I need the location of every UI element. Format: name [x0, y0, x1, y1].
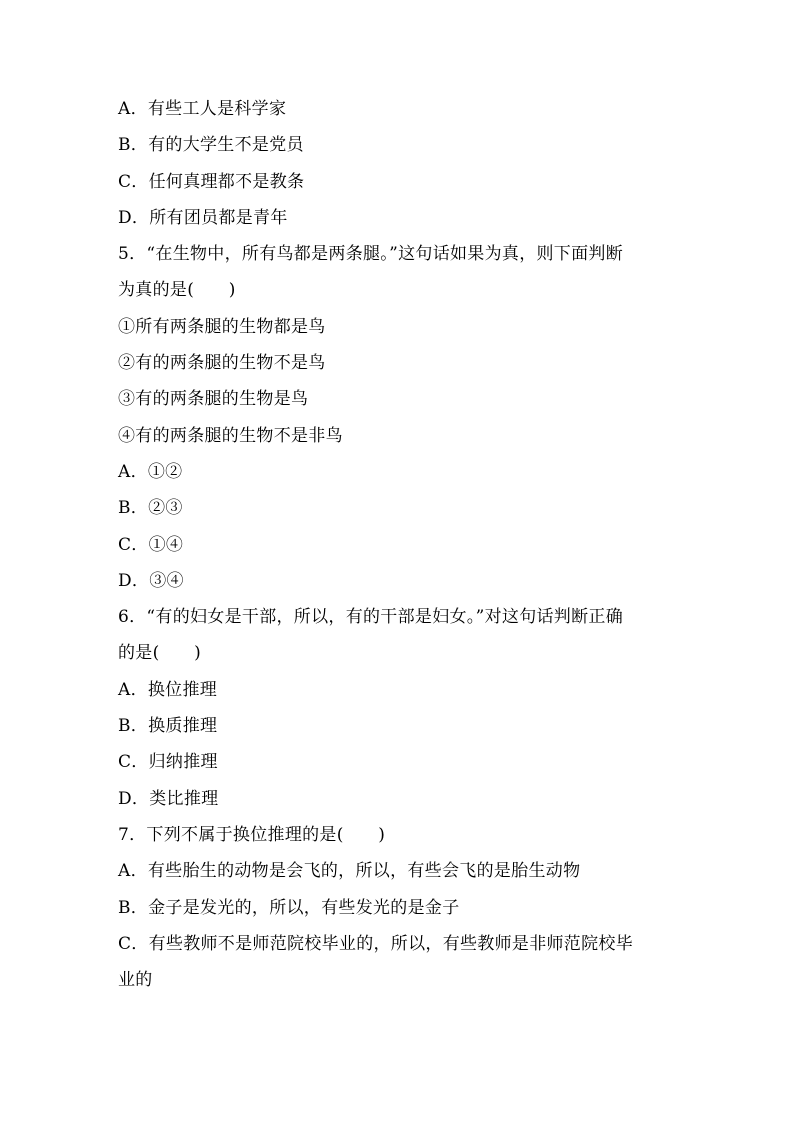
option-c: C．①④	[118, 534, 184, 555]
page-content	[118, 91, 682, 998]
question-7-stem: 7．下列不属于换位推理的是( )	[118, 824, 386, 845]
statement-1: ①所有两条腿的生物都是鸟	[118, 316, 326, 337]
previous-question-options	[118, 91, 682, 236]
option-c: C．归纳推理	[118, 752, 218, 773]
question-7	[118, 817, 682, 998]
option-a: A．换位推理	[118, 679, 218, 700]
option-b: B．②③	[118, 498, 183, 519]
question-6-stem-line-2: 的是( )	[118, 643, 202, 664]
option-a: A．有些胎生的动物是会飞的，所以，有些会飞的是胎生动物	[118, 861, 581, 882]
option-b: B．有的大学生不是党员	[118, 135, 304, 156]
question-5-stem-line-1: 5．“在生物中，所有鸟都是两条腿。”这句话如果为真，则下面判断	[118, 244, 623, 265]
option-a: A．有些工人是科学家	[118, 99, 287, 119]
option-d: D．所有团员都是青年	[118, 207, 288, 228]
statement-3: ③有的两条腿的生物是鸟	[118, 389, 309, 410]
question-5-stem-line-2: 为真的是( )	[118, 280, 236, 301]
option-c: C．任何真理都不是教条	[118, 171, 305, 192]
question-6	[118, 599, 682, 817]
option-b: B．换质推理	[118, 716, 218, 737]
option-b: B．金子是发光的，所以，有些发光的是金子	[118, 897, 460, 918]
option-c: C．有些教师不是师范院校毕业的，所以，有些教师是非师范院校毕	[118, 933, 634, 954]
statement-2: ②有的两条腿的生物不是鸟	[118, 353, 326, 374]
option-a: A．①②	[118, 461, 183, 482]
option-d: D．③④	[118, 570, 184, 591]
statement-4: ④有的两条腿的生物不是非鸟	[118, 425, 343, 446]
option-c-continuation: 业的	[118, 970, 153, 991]
question-5	[118, 236, 682, 599]
question-6-stem-line-1: 6．“有的妇女是干部，所以，有的干部是妇女。”对这句话判断正确	[118, 607, 623, 628]
option-d: D．类比推理	[118, 788, 219, 809]
